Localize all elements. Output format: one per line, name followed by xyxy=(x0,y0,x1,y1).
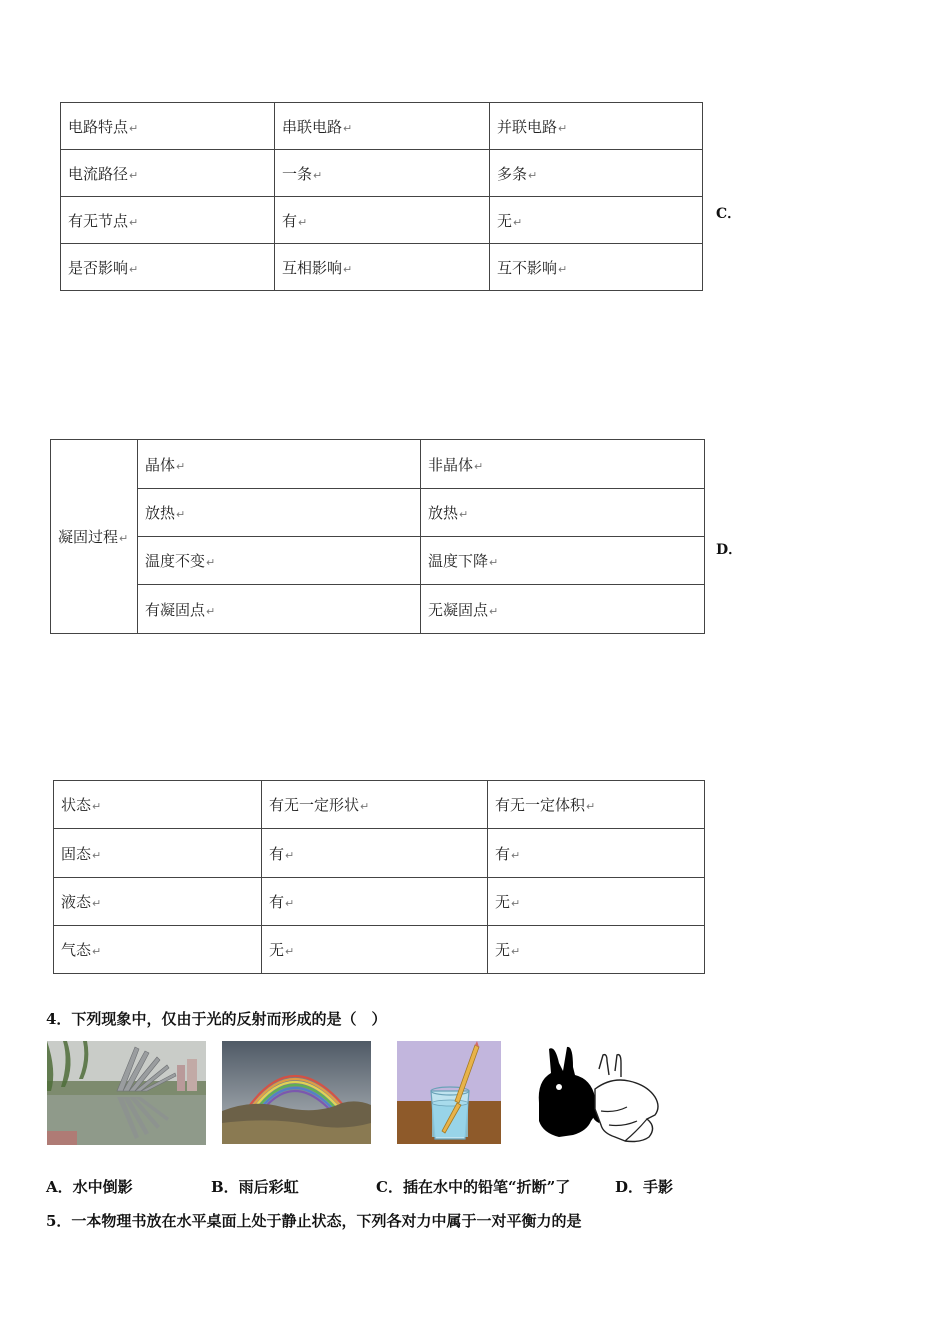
option-d-label: D． xyxy=(716,542,743,558)
table-row xyxy=(51,440,705,489)
cell-text: 晶体 xyxy=(145,455,176,474)
paragraph-mark: ↵ xyxy=(298,215,308,229)
paragraph-mark: ↵ xyxy=(176,459,186,473)
paragraph-mark: ↵ xyxy=(285,848,295,862)
paragraph-mark: ↵ xyxy=(129,215,139,229)
table-cell xyxy=(488,878,705,926)
paragraph-mark: ↵ xyxy=(513,215,523,229)
table-cell xyxy=(421,440,705,489)
cell-text: 放热 xyxy=(428,504,459,522)
table-cell xyxy=(61,244,275,291)
paragraph-mark: ↵ xyxy=(119,532,129,545)
paragraph-mark: ↵ xyxy=(474,459,484,473)
answer-b[interactable]: B．雨后彩虹 xyxy=(211,1178,299,1196)
paragraph-mark: ↵ xyxy=(528,168,538,182)
paragraph-mark: ↵ xyxy=(92,800,102,813)
paragraph-mark: ↵ xyxy=(176,508,186,521)
paragraph-mark: ↵ xyxy=(129,168,139,182)
table-cell xyxy=(421,489,705,537)
table-row xyxy=(61,244,703,291)
paragraph-mark: ↵ xyxy=(586,800,596,813)
paragraph-mark: ↵ xyxy=(360,800,370,813)
pencil-drawing xyxy=(397,1041,501,1144)
cell-text: 凝固过程 xyxy=(58,528,119,546)
paragraph-mark: ↵ xyxy=(558,262,568,276)
table-cell xyxy=(54,926,262,974)
paragraph-mark: ↵ xyxy=(92,897,102,910)
paragraph-mark: ↵ xyxy=(285,897,295,910)
hand-shadow-drawing xyxy=(529,1041,666,1145)
table-row xyxy=(54,926,705,974)
option-c-label: C． xyxy=(716,206,742,222)
cell-text: 互不影响 xyxy=(497,258,558,277)
table-row xyxy=(61,150,703,197)
table-cell xyxy=(488,829,705,878)
cell-text: 一条 xyxy=(282,164,313,183)
cell-text: 有凝固点 xyxy=(145,600,206,619)
paragraph-mark: ↵ xyxy=(343,121,353,135)
cell-text: 是否影响 xyxy=(68,258,129,277)
table-cell xyxy=(262,781,488,829)
answer-a[interactable]: A．水中倒影 xyxy=(46,1178,133,1196)
table-cell xyxy=(262,829,488,878)
table-cell xyxy=(488,926,705,974)
row-header-cell xyxy=(51,440,138,634)
table-cell xyxy=(421,537,705,585)
pencil-in-water-image xyxy=(397,1041,501,1144)
cell-text: 有无一定形状 xyxy=(269,796,360,814)
paragraph-mark: ↵ xyxy=(459,508,469,521)
table-row xyxy=(54,829,705,878)
table-cell xyxy=(61,150,275,197)
table-cell xyxy=(490,197,703,244)
table-cell xyxy=(138,585,421,634)
paragraph-mark: ↵ xyxy=(313,168,323,182)
cell-text: 无 xyxy=(495,893,511,911)
paragraph-mark: ↵ xyxy=(206,604,216,618)
rainbow-image xyxy=(222,1041,371,1144)
answer-d[interactable]: D．手影 xyxy=(615,1178,674,1196)
table-cell xyxy=(421,585,705,634)
table-cell xyxy=(490,103,703,150)
table-cell xyxy=(490,150,703,197)
cell-text: 无凝固点 xyxy=(428,600,489,619)
table-row xyxy=(51,585,705,634)
cell-text: 状态 xyxy=(61,796,92,814)
table-row xyxy=(61,197,703,244)
cell-text: 无 xyxy=(495,941,511,959)
cell-text: 非晶体 xyxy=(428,455,474,474)
cell-text: 有无一定体积 xyxy=(495,796,586,814)
circuit-table xyxy=(60,102,703,291)
table-row xyxy=(54,781,705,829)
cell-text: 串联电路 xyxy=(282,117,343,136)
table-cell xyxy=(275,150,490,197)
table-cell xyxy=(275,244,490,291)
table-cell xyxy=(138,537,421,585)
table-row xyxy=(54,878,705,926)
paragraph-mark: ↵ xyxy=(129,121,139,135)
answer-c[interactable]: C．插在水中的铅笔“折断”了 xyxy=(376,1178,571,1196)
cell-text: 多条 xyxy=(497,164,528,183)
table-cell xyxy=(262,878,488,926)
question-5-text: 5．一本物理书放在水平桌面上处于静止状态，下列各对力中属于一对平衡力的是 xyxy=(46,1212,582,1230)
table-cell xyxy=(490,244,703,291)
question-4-text: 4．下列现象中，仅由于光的反射而形成的是（ ） xyxy=(46,1010,387,1028)
paragraph-mark: ↵ xyxy=(489,604,499,618)
paragraph-mark: ↵ xyxy=(92,945,102,958)
hand-shadow-image xyxy=(529,1041,666,1145)
cell-text: 有无节点 xyxy=(68,211,129,230)
cell-text: 有 xyxy=(282,211,298,230)
cell-text: 互相影响 xyxy=(282,258,343,277)
table-cell xyxy=(54,829,262,878)
rainbow-drawing xyxy=(222,1041,371,1144)
paragraph-mark: ↵ xyxy=(92,848,102,862)
table-cell xyxy=(488,781,705,829)
cell-text: 电路特点 xyxy=(68,117,129,136)
states-table xyxy=(53,780,705,974)
cell-text: 有 xyxy=(269,893,285,911)
paragraph-mark: ↵ xyxy=(285,945,295,958)
cell-text: 固态 xyxy=(61,844,92,863)
table-cell xyxy=(275,103,490,150)
table-row xyxy=(51,489,705,537)
cell-text: 有 xyxy=(269,844,285,863)
cell-text: 温度不变 xyxy=(145,552,206,570)
cell-text: 无 xyxy=(497,211,513,230)
table-cell xyxy=(262,926,488,974)
paragraph-mark: ↵ xyxy=(489,556,499,569)
cell-text: 温度下降 xyxy=(428,552,489,570)
table-row xyxy=(51,537,705,585)
cell-text: 电流路径 xyxy=(68,164,129,183)
table-cell xyxy=(275,197,490,244)
cell-text: 并联电路 xyxy=(497,117,558,136)
paragraph-mark: ↵ xyxy=(343,262,353,276)
paragraph-mark: ↵ xyxy=(129,262,139,276)
solidification-table xyxy=(50,439,705,634)
cell-text: 有 xyxy=(495,844,511,863)
cell-text: 放热 xyxy=(145,504,176,522)
table-cell xyxy=(61,103,275,150)
table-cell xyxy=(54,781,262,829)
table-row xyxy=(61,103,703,150)
cell-text: 气态 xyxy=(61,941,92,959)
table-cell xyxy=(54,878,262,926)
reflection-image xyxy=(47,1041,206,1145)
paragraph-mark: ↵ xyxy=(206,556,216,569)
paragraph-mark: ↵ xyxy=(511,945,521,958)
table-cell xyxy=(138,440,421,489)
cell-text: 液态 xyxy=(61,893,92,911)
table-cell xyxy=(61,197,275,244)
paragraph-mark: ↵ xyxy=(511,848,521,862)
paragraph-mark: ↵ xyxy=(558,121,568,135)
cell-text: 无 xyxy=(269,941,285,959)
reflection-drawing xyxy=(47,1041,206,1145)
paragraph-mark: ↵ xyxy=(511,897,521,910)
table-cell xyxy=(138,489,421,537)
